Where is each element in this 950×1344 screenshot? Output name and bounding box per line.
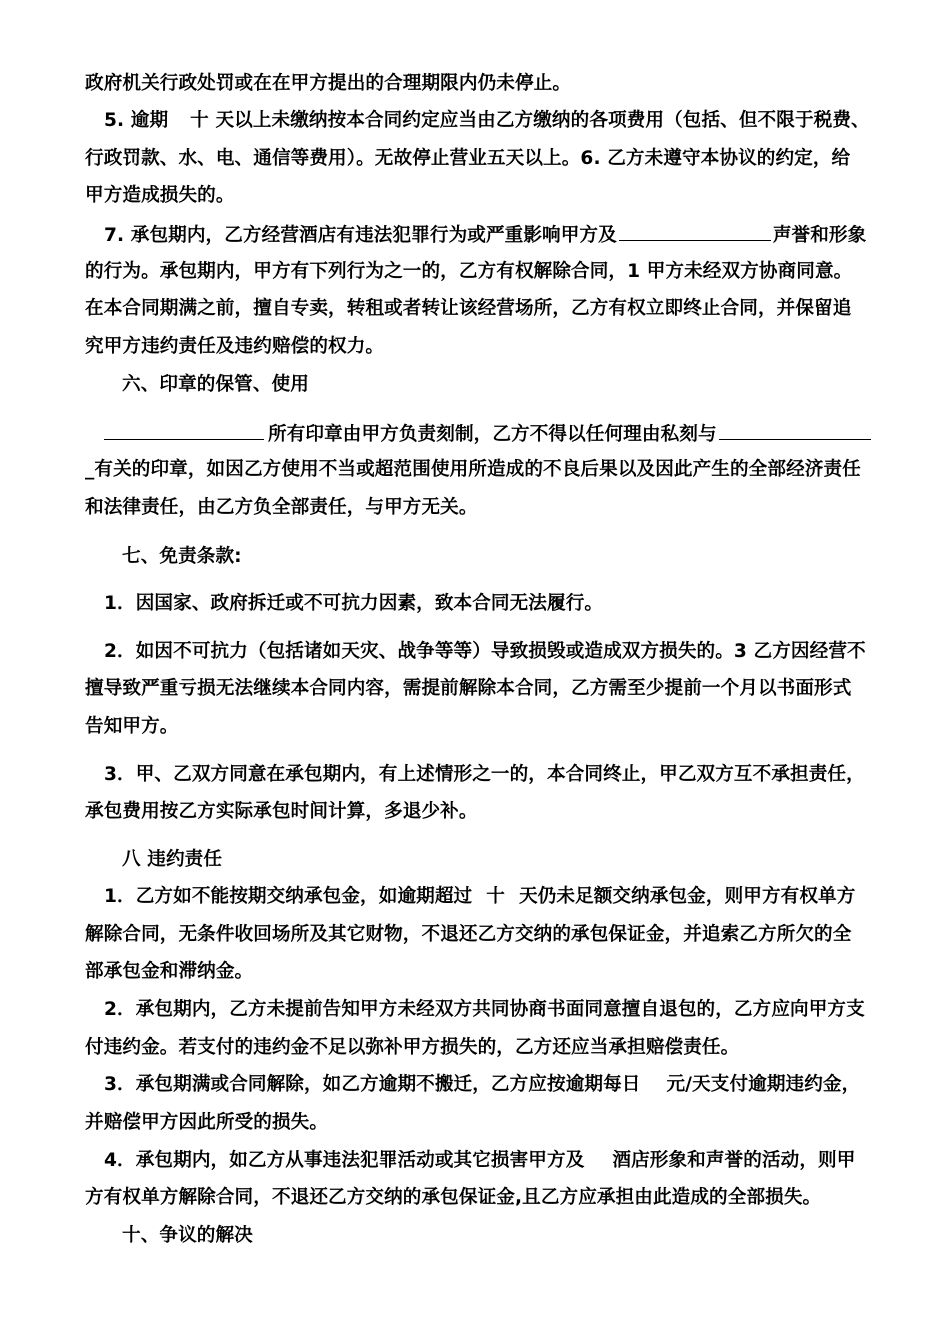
text-line — [85, 458, 885, 482]
section-heading — [122, 373, 922, 397]
text-run: _有关的印章，如因乙方使用不当或超范围使用所造成的不良后果以及因此产生的全部经济责任 — [85, 459, 861, 480]
text-run: 政府机关行政处罚或在在甲方提出的合理期限内仍未停止。 — [85, 73, 572, 94]
text-run: 3．甲、乙双方同意在承包期内，有上述情形之一的，本合同终止，甲乙双方互不承担责任， — [104, 764, 865, 785]
text-run: 七、免责条款: — [122, 546, 242, 567]
text-run: 十 天以上未缴纳按本合同约定应当由乙方缴纳的各项费用（包括、但不限于税费、 — [190, 110, 870, 131]
seal-clause-line — [104, 421, 904, 447]
text-run: 和法律责任，由乙方负全部责任，与甲方无关。 — [85, 497, 478, 518]
text-line — [85, 496, 885, 520]
text-run: 2．承包期内，乙方未提前告知甲方未经双方共同协商书面同意擅自退包的，乙方应向甲方支 — [104, 999, 865, 1020]
clause-7-line — [104, 222, 904, 248]
section-heading — [122, 545, 922, 569]
text-run: 酒店形象和声誉的活动，则甲 — [612, 1150, 856, 1171]
text-run: 1．因国家、政府拆迁或不可抗力因素，致本合同无法履行。 — [104, 593, 604, 614]
text-line — [85, 260, 885, 284]
text-run: 解除合同，无条件收回场所及其它财物，不退还乙方交纳的承包保证金，并追索乙方所欠的全 — [85, 924, 852, 945]
text-run: 擅导致严重亏损无法继续本合同内容，需提前解除本合同，乙方需至少提前一个月以书面形式 — [85, 678, 852, 699]
fill-in-blank — [619, 222, 771, 241]
clause-5-line — [104, 109, 904, 133]
text-run: 付违约金。若支付的违约金不足以弥补甲方损失的，乙方还应当承担赔偿责任。 — [85, 1037, 740, 1058]
text-line — [85, 147, 885, 171]
fill-in-blank — [104, 421, 264, 440]
text-run: 八 违约责任 — [122, 849, 223, 870]
text-run: 在本合同期满之前，擅自专卖，转租或者转让该经营场所，乙方有权立即终止合同，并保留追 — [85, 298, 852, 319]
text-line — [104, 998, 904, 1022]
text-run: 并赔偿甲方因此所受的损失。 — [85, 1112, 329, 1133]
text-run: 究甲方违约责任及违约赔偿的权力。 — [85, 336, 385, 357]
section-heading — [122, 1224, 922, 1248]
text-run: 元/天支付逾期违约金， — [666, 1074, 861, 1095]
text-line — [85, 960, 885, 984]
text-run: 六、印章的保管、使用 — [122, 374, 309, 395]
text-run: 所有印章由甲方负责刻制，乙方不得以任何理由私刻与 — [268, 424, 717, 445]
text-line — [104, 1073, 904, 1097]
text-line — [85, 72, 885, 96]
text-run: 十、争议的解决 — [122, 1225, 253, 1246]
text-run: 4．承包期内，如乙方从事违法犯罪活动或其它损害甲方及 — [104, 1150, 585, 1171]
text-line — [85, 715, 885, 739]
text-line — [85, 297, 885, 321]
text-run: 行政罚款、水、电、通信等费用）。无故停止营业五天以上。6. 乙方未遵守本协议的约定，给 — [85, 148, 851, 169]
text-run: 的行为。承包期内，甲方有下列行为之一的，乙方有权解除合同，1 甲方未经双方协商同意。 — [85, 261, 853, 282]
text-line — [104, 640, 904, 664]
text-line — [104, 592, 904, 616]
text-line — [85, 923, 885, 947]
text-run: 甲方造成损失的。 — [85, 185, 235, 206]
text-run: 1．乙方如不能按期交纳承包金，如逾期超过 — [104, 886, 473, 907]
text-run: 告知甲方。 — [85, 716, 179, 737]
text-run: 2．如因不可抗力（包括诸如天灾、战争等等）导致损毁或造成双方损失的。3 乙方因经营不 — [104, 641, 866, 662]
text-line — [85, 677, 885, 701]
text-run: 部承包金和滞纳金。 — [85, 961, 254, 982]
text-run: 方有权单方解除合同，不退还乙方交纳的承包保证金,且乙方应承担由此造成的全部损失。 — [85, 1187, 822, 1208]
text-line — [104, 1149, 904, 1173]
text-line — [104, 763, 904, 787]
text-line — [85, 1111, 885, 1135]
text-line — [85, 1036, 885, 1060]
text-line — [85, 1186, 885, 1210]
text-line — [85, 800, 885, 824]
section-heading — [122, 848, 922, 872]
text-line — [104, 885, 904, 909]
fill-in-blank — [719, 421, 871, 440]
text-run: 天仍未足额交纳承包金，则甲方有权单方 — [518, 886, 856, 907]
text-run: 7. 承包期内，乙方经营酒店有违法犯罪行为或严重影响甲方及 — [104, 225, 617, 246]
text-line — [85, 184, 885, 208]
text-run: 声誉和形象 — [772, 225, 867, 246]
text-line — [85, 335, 885, 359]
text-run: 5. 逾期 — [104, 110, 169, 131]
text-run: 十 — [486, 886, 505, 907]
text-run: 承包费用按乙方实际承包时间计算，多退少补。 — [85, 801, 478, 822]
text-run: 3．承包期满或合同解除，如乙方逾期不搬迁，乙方应按逾期每日 — [104, 1074, 641, 1095]
